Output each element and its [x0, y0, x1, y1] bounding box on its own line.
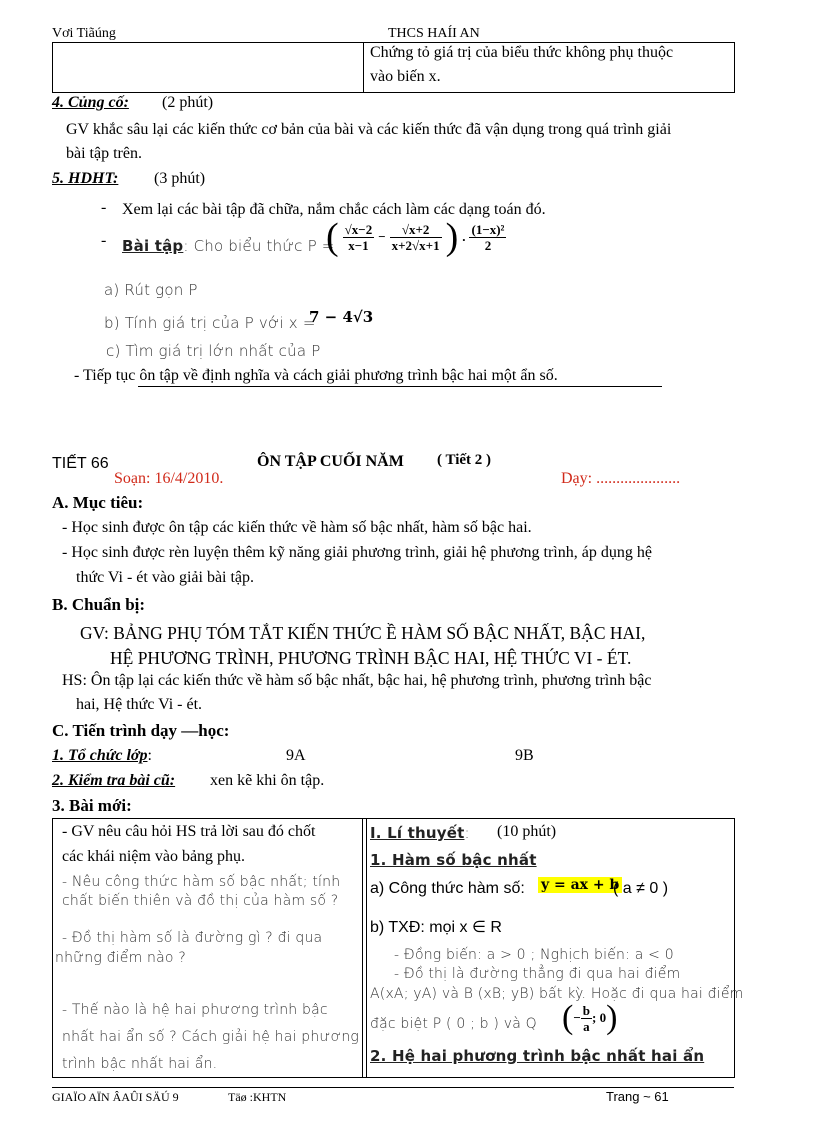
question-c: c) Tìm giá trị lớn nhất của P [106, 342, 321, 360]
he-hai-phuong-trinh: 2. Hệ hai phương trình bậc nhất hai ẩn [370, 1047, 705, 1065]
left-cell-line8: nhất hai ẩn số ? Cách giải hệ hai phương [62, 1029, 359, 1045]
tiet-number: TIẾT 66 [52, 455, 109, 472]
cong-thuc-label: a) Công thức hàm số: [370, 880, 525, 897]
fraction-3: $\frac{\text{(1−x)²}}{2}$ [471, 221, 505, 253]
muc-tieu-line1: - Học sinh được ôn tập các kiến thức về hàm số bậc nhất, hàm số bậc hai. [62, 519, 532, 536]
class-9a: 9A [286, 747, 306, 764]
bai-tap-text: : Cho biểu thức P = [183, 237, 335, 255]
fraction-1: $\frac{√x-2}{x-1}$ [344, 221, 373, 253]
question-a: a) Rút gọn P [104, 281, 198, 299]
kiem-tra-label: 2. Kiểm tra bài cũ: [52, 772, 176, 789]
ly-thuyet-line: I. Lí thuyết: [370, 824, 470, 842]
lesson-title: ÔN TẬP CUỐI NĂM [257, 453, 404, 470]
day-date: Dạy: ..................... [561, 470, 681, 487]
hs-prep-line2: hai, Hệ thức Vi - ét. [76, 696, 203, 713]
linear-function-formula: y = ax + b [538, 877, 622, 893]
hdht-time: (3 phút) [154, 170, 206, 187]
ly-thuyet-time: (10 phút) [497, 823, 557, 840]
top-table-line2: vào biến x. [370, 68, 441, 85]
header-rule [52, 42, 734, 43]
special-points-line: đặc biệt P ( 0 ; b ) và Q [370, 1016, 537, 1032]
bai-tap-line [122, 237, 335, 255]
question-b: b) Tính giá trị của P với x = [104, 314, 316, 332]
footer-rule [52, 1087, 734, 1088]
left-paren: ( [326, 216, 339, 258]
header-author: Vơi Tiãúng [52, 26, 116, 41]
footer-center: Täø :KHTN [228, 1090, 287, 1104]
two-points-line: A(xA; yA) và B (xB; yB) bất kỳ. Hoặc đi qua hai điểm [370, 986, 744, 1002]
left-cell-line7: - Thế nào là hệ hai phương trình bậc [62, 1002, 328, 1018]
left-cell-line3: - Nêu công thức hàm số bậc nhất; tính [62, 874, 341, 890]
left-cell-line2: các khái niệm vào bảng phụ. [62, 848, 246, 865]
top-table-line1: Chứng tỏ giá trị của biểu thức không phụ thuộc [370, 44, 674, 61]
footer-left: GIAÏO AÏN ÂAÛI SÄÚ 9 [52, 1090, 179, 1104]
to-chuc-label: 1. Tổ chức lớp [52, 747, 148, 764]
muc-tieu-line3: thức Vi - ét vào giải bài tập. [76, 569, 255, 586]
left-cell-line9: trình bậc nhất hai ẩn. [62, 1056, 218, 1072]
left-cell-line4: chất biến thiên và đồ thị của hàm số ? [62, 893, 339, 909]
question-b-value: 7 − 4√3 [309, 308, 374, 326]
expression-p: ( $\frac{√x-2}{x-1}$ − $\frac{√x+2}{x+2√x+1}$ ) . $\frac{\text{(1−x)²}}{2}$ [326, 216, 505, 258]
right-paren: ) [445, 216, 459, 258]
bullet-dash-2: - [101, 232, 107, 249]
left-cell-line1: - GV nêu câu hỏi HS trả lời sau đó chốt [62, 823, 316, 840]
page-number: Trang ~ 61 [606, 1089, 669, 1104]
a-not-zero: ( a ≠ 0 ) [613, 880, 669, 897]
hdht-bullet1: Xem lại các bài tập đã chữa, nắm chắc cách làm các dạng toán đó. [122, 201, 546, 218]
gv-prep-line1: GV: BẢNG PHỤ TÓM TẮT KIẾN THỨC Ề HÀM SỐ BẬC NHẤT, BẬC HAI, [80, 623, 646, 643]
fraction-b-over-a: $\frac{b}{a}$ [582, 1002, 590, 1034]
txd-line: b) TXĐ: mọi x ∈ R [370, 919, 502, 936]
muc-tieu-line2: - Học sinh được rèn luyện thêm kỹ năng giải phương trình, giải hệ phương trình, áp dụng hệ [62, 544, 652, 561]
hdht-last: - Tiếp tục ôn tập về định nghĩa và cách giải phương trình bậc hai một ẩn số. [74, 367, 558, 384]
cung-co-title: 4. Củng cố: [52, 94, 129, 111]
chuan-bi-title: B. Chuẩn bị: [52, 595, 146, 614]
fraction-2: $\frac{√x+2}{x+2√x+1}$ [391, 221, 440, 253]
cung-co-time: (2 phút) [162, 94, 214, 111]
kiem-tra-text: xen kẽ khi ôn tập. [210, 772, 325, 789]
hs-prep-line1: HS: Ôn tập lại các kiến thức về hàm số bậc nhất, bậc hai, hệ phương trình, phương trình bậc [62, 672, 652, 689]
bai-moi-title: 3. Bài mới: [52, 796, 132, 815]
gv-prep-line2: HỆ PHƯƠNG TRÌNH, PHƯƠNG TRÌNH BẬC HAI, HỆ THỨC VI - ÉT. [110, 648, 632, 668]
left-cell-line6: những điểm nào ? [55, 950, 186, 966]
header-school: THCS HAÍI AN [388, 26, 480, 41]
lesson-subtitle: ( Tiết 2 ) [437, 452, 492, 468]
left-cell-line5: - Đồ thị hàm số là đường gì ? đi qua [62, 930, 323, 946]
cung-co-line2: bài tập trên. [66, 145, 142, 162]
hdht-last-underline [138, 386, 662, 387]
tien-trinh-title: C. Tiến trình dạy —học: [52, 721, 230, 740]
ly-thuyet-label: I. Lí thuyết [370, 824, 465, 842]
muc-tieu-title: A. Mục tiêu: [52, 493, 144, 512]
bai-tap-label: Bài tập [122, 237, 184, 255]
do-thi-line: - Đồ thị là đường thẳng đi qua hai điểm [394, 966, 681, 982]
hdht-title: 5. HDHT: [52, 170, 119, 187]
bullet-dash-1: - [101, 199, 107, 216]
point-q: (− $\frac{b}{a}$ ; 0) [562, 999, 618, 1036]
dong-bien-line: - Đồng biến: a > 0 ; Nghịch biến: a < 0 [394, 947, 674, 963]
to-chuc-line: 1. Tổ chức lớp: [52, 747, 152, 764]
cung-co-line1: GV khắc sâu lại các kiến thức cơ bản của bài và các kiến thức đã vận dụng trong quá trình giải [66, 121, 672, 138]
ham-so-bac-nhat: 1. Hàm số bậc nhất [370, 851, 537, 869]
class-9b: 9B [515, 747, 534, 764]
soan-date: Soạn: 16/4/2010. [114, 470, 224, 487]
